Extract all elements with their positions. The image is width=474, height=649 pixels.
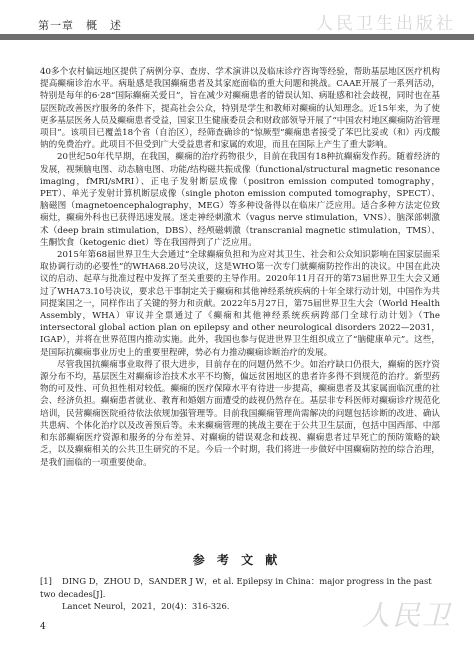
reference-line-2: Lancet Neurol，2021，20(4)：316-326. [62,601,230,611]
footer-watermark: 人民卫 [361,599,452,632]
reference-line-1: DING D，ZHOU D，SANDER J W，et al. Epilepsy in China：major progress in the past two decades[J]. [40,576,432,599]
page-number: 4 [40,622,46,632]
reference-number: [1] [40,576,52,586]
paragraph-1: 40多个农村偏远地区提供了病例分享、查房、学术演讲以及临床诊疗咨询等经验，帮助基层地区医疗机构提高癫痫诊治水平。病耻感是我国癫痫患者及其家庭面临的重大问题和挑战。CAAE开展了一系列活动，特别是每年的6·28“国际癫痫关爱日”，旨在减少对癫痫患者的错误认知、病耻感和社会歧视，同时也在基层医院改善医疗服务的条件下，提高社会公众，特别是学生和教师对癫痫的认知理念。近15年来，为了使更多基层医务人员及癫痫患者受益，国家卫生健康委员会和财政部领导开展了“中国农村地区癫痫防治管理项目”。该项目已覆盖18个省（自治区），经筛查确诊的“惊厥型”癫痫患者接受了苯巴比妥或（和）丙戊酸钠的免费治疗。此项目不但受到广大受益患者和家属的欢迎，而且在国际上产生了重大影响。 [40,67,440,151]
running-header [0,0,474,46]
paragraph-3: 2015年第68届世界卫生大会通过“全球癫痫负担和为应对其卫生、社会和公众知识影响在国家层面采取协调行动的必要性”的WHA68.20号决议，这是WHO第一次专门就癫痫防控作出的决议。中国在此决议的启动、起草与批准过程中发挥了至关重要的主导作用。2020年11月召开的第73届世界卫生大会又通过了WHA73.10号决议，要求总干事制定关于癫痫和其他神经系统疾病的十年全球行动计划，中国作为共同提案国之一，同样作出了关键的努力和贡献。2022年5月27日，第75届世界卫生大会（World Health Assembly，WHA）审议并全票通过了《癫痫和其他神经系统疾病跨部门全球行动计划》（The intersectoral global action plan on epilepsy and other neurological disorders 2022—2031，IGAP），并将在世界范围内推动实施。此外，我国也参与促进世界卫生组织成立了“脑健康单元”。这些，是国际抗癫痫事业历史上的重要里程碑，势必有力推动癫痫诊断治疗的发展。 [40,250,440,358]
header-watermark: 人民卫生出版社 [316,14,456,34]
paragraph-4: 尽管我国抗癫痫事业取得了很大进步，目前存在的问题仍然不少。如治疗缺口仍很大，癫痫的医疗资源分布不均，基层医生对癫痫诊治技术水平不均衡，偏远贫困地区的患者许多得不到规范的治疗。新型药物的可及性、可负担性相对较低。癫痫的医疗保障水平有待进一步提高，癫痫患者及其家属面临沉重的社会、经济负担。癫痫患者就业、教育和婚姻方面遭受的歧视仍然存在。基层非专科医师对癫痫诊疗规范化培训，民营癫痫医院亟待依法依规加强管理等。目前我国癫痫管理尚需解决的问题包括诊断的改进、确认共患病、个体化治疗以及改善预后等。未来癫痫管理的挑战主要在于公共卫生层面，包括中国西部、中部和东部癫痫医疗资源和服务的分布差异、对癫痫的错误观念和歧视、癫痫患者过早死亡的预防策略的缺乏，以及癫痫相关的公共卫生研究的不足。今后一个时期，我们将进一步做好中国癫痫防控的综合治理，是我们面临的一项重要使命。 [40,359,440,468]
header-divider [0,34,474,40]
chapter-title: 第一章 概 述 [38,19,122,32]
body-text [40,66,440,469]
paragraph-2: 20世纪50年代早期，在我国，癫痫的治疗药物很少，目前在我国有18种抗癫痫发作药。随着经济的发展，视频脑电图、动态脑电图、功能/结构磁共振成像（functional/structural magnetic resonance imaging，fMRI/sMRI）、正电子发射断层成像（positron emission computed tomography，PET）、单光子发射计算机断层成像（single photon emission computed tomography，SPECT）、脑磁图（magnetoencephalography，MEG）等多种设备得以在临床广泛应用。适合多种方法定位致痫灶，癫痫外科也已获得迅速发展。迷走神经刺激术（vagus nerve stimulation，VNS）、脑深部刺激术（deep brain stimulation，DBS）、经颅磁刺激（transcranial magnetic stimulation，TMS）、生酮饮食（ketogenic diet）等在我国得到了广泛应用。 [40,152,440,248]
references-heading: 参 考 文 献 [192,553,282,567]
